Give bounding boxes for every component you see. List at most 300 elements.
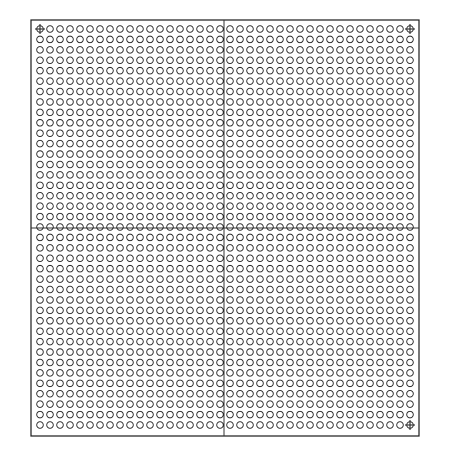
solder-ball — [377, 36, 384, 43]
solder-ball — [57, 380, 64, 387]
solder-ball — [277, 57, 284, 64]
solder-ball — [267, 119, 274, 126]
solder-ball — [67, 286, 74, 293]
solder-ball — [117, 349, 124, 356]
solder-ball — [67, 401, 74, 408]
solder-ball — [77, 130, 84, 137]
solder-ball — [317, 297, 324, 304]
solder-ball — [317, 78, 324, 85]
solder-ball — [287, 245, 294, 252]
solder-ball — [217, 182, 224, 189]
solder-ball — [287, 255, 294, 262]
solder-ball — [137, 390, 144, 397]
solder-ball — [317, 349, 324, 356]
solder-ball — [307, 47, 314, 54]
solder-ball — [147, 422, 154, 429]
solder-ball — [297, 203, 304, 210]
solder-ball — [67, 255, 74, 262]
solder-ball — [267, 99, 274, 106]
solder-ball — [387, 224, 394, 231]
solder-ball — [227, 161, 234, 168]
solder-ball — [357, 130, 364, 137]
solder-ball — [157, 349, 164, 356]
solder-ball — [307, 36, 314, 43]
solder-ball — [37, 390, 44, 397]
solder-ball — [377, 224, 384, 231]
solder-ball — [347, 245, 354, 252]
solder-ball — [47, 78, 54, 85]
solder-ball — [237, 390, 244, 397]
solder-ball — [187, 47, 194, 54]
solder-ball — [207, 26, 214, 33]
solder-ball — [117, 245, 124, 252]
solder-ball — [337, 328, 344, 335]
solder-ball — [257, 411, 264, 418]
solder-ball — [347, 130, 354, 137]
solder-ball — [317, 192, 324, 199]
solder-ball — [307, 182, 314, 189]
solder-ball — [387, 78, 394, 85]
solder-ball — [127, 380, 134, 387]
solder-ball — [227, 359, 234, 366]
solder-ball — [247, 422, 254, 429]
solder-ball — [227, 172, 234, 179]
solder-ball — [357, 307, 364, 314]
solder-ball — [117, 151, 124, 158]
solder-ball — [47, 370, 54, 377]
solder-ball — [377, 67, 384, 74]
solder-ball — [297, 390, 304, 397]
solder-ball — [187, 161, 194, 168]
solder-ball — [297, 140, 304, 147]
solder-ball — [307, 265, 314, 272]
solder-ball — [387, 109, 394, 116]
solder-ball — [217, 57, 224, 64]
solder-ball — [307, 234, 314, 241]
solder-ball — [127, 265, 134, 272]
solder-ball — [327, 422, 334, 429]
solder-ball — [57, 119, 64, 126]
solder-ball — [227, 99, 234, 106]
solder-ball — [107, 370, 114, 377]
solder-ball — [347, 307, 354, 314]
solder-ball — [177, 47, 184, 54]
solder-ball — [207, 47, 214, 54]
solder-ball — [367, 286, 374, 293]
solder-ball — [287, 224, 294, 231]
solder-ball — [57, 255, 64, 262]
solder-ball — [67, 380, 74, 387]
solder-ball — [187, 297, 194, 304]
solder-ball — [287, 88, 294, 95]
solder-ball — [287, 140, 294, 147]
solder-ball — [297, 26, 304, 33]
solder-ball — [327, 57, 334, 64]
solder-ball — [167, 390, 174, 397]
solder-ball — [267, 88, 274, 95]
solder-ball — [267, 422, 274, 429]
solder-ball — [147, 161, 154, 168]
solder-ball — [247, 78, 254, 85]
solder-ball — [347, 380, 354, 387]
solder-ball — [47, 234, 54, 241]
solder-ball — [367, 130, 374, 137]
solder-ball — [227, 67, 234, 74]
solder-ball — [267, 151, 274, 158]
solder-ball — [287, 161, 294, 168]
solder-ball — [247, 203, 254, 210]
solder-ball — [337, 99, 344, 106]
solder-ball — [247, 401, 254, 408]
solder-ball — [377, 192, 384, 199]
solder-ball — [317, 224, 324, 231]
solder-ball — [47, 109, 54, 116]
solder-ball — [77, 99, 84, 106]
solder-ball — [287, 109, 294, 116]
solder-ball — [227, 88, 234, 95]
solder-ball — [87, 130, 94, 137]
solder-ball — [77, 140, 84, 147]
solder-ball — [187, 172, 194, 179]
solder-ball — [77, 119, 84, 126]
solder-ball — [157, 130, 164, 137]
solder-ball — [127, 182, 134, 189]
solder-ball — [77, 349, 84, 356]
solder-ball — [357, 401, 364, 408]
solder-ball — [87, 161, 94, 168]
solder-ball — [357, 338, 364, 345]
solder-ball — [367, 203, 374, 210]
solder-ball — [327, 151, 334, 158]
solder-ball — [337, 172, 344, 179]
solder-ball — [107, 380, 114, 387]
solder-ball — [97, 192, 104, 199]
solder-ball — [367, 140, 374, 147]
solder-ball — [267, 328, 274, 335]
solder-ball — [177, 78, 184, 85]
solder-ball — [97, 224, 104, 231]
solder-ball — [237, 109, 244, 116]
solder-ball — [207, 151, 214, 158]
solder-ball — [367, 192, 374, 199]
solder-ball — [247, 370, 254, 377]
solder-ball — [227, 78, 234, 85]
solder-ball — [287, 317, 294, 324]
solder-ball — [187, 224, 194, 231]
solder-ball — [67, 349, 74, 356]
solder-ball — [277, 390, 284, 397]
solder-ball — [257, 192, 264, 199]
solder-ball — [317, 130, 324, 137]
solder-ball — [287, 192, 294, 199]
solder-ball — [187, 203, 194, 210]
solder-ball — [117, 130, 124, 137]
solder-ball — [167, 297, 174, 304]
solder-ball — [317, 36, 324, 43]
ball-grid — [37, 26, 414, 429]
solder-ball — [167, 203, 174, 210]
solder-ball — [267, 36, 274, 43]
solder-ball — [37, 265, 44, 272]
solder-ball — [347, 161, 354, 168]
solder-ball — [97, 130, 104, 137]
solder-ball — [137, 307, 144, 314]
solder-ball — [107, 36, 114, 43]
solder-ball — [137, 99, 144, 106]
solder-ball — [277, 255, 284, 262]
solder-ball — [367, 265, 374, 272]
solder-ball — [327, 349, 334, 356]
solder-ball — [177, 234, 184, 241]
solder-ball — [337, 390, 344, 397]
solder-ball — [357, 161, 364, 168]
solder-ball — [247, 119, 254, 126]
solder-ball — [217, 172, 224, 179]
solder-ball — [47, 276, 54, 283]
solder-ball — [337, 26, 344, 33]
solder-ball — [67, 203, 74, 210]
solder-ball — [397, 390, 404, 397]
solder-ball — [167, 109, 174, 116]
solder-ball — [107, 78, 114, 85]
solder-ball — [217, 401, 224, 408]
solder-ball — [227, 380, 234, 387]
solder-ball — [397, 26, 404, 33]
solder-ball — [67, 411, 74, 418]
solder-ball — [207, 109, 214, 116]
solder-ball — [267, 130, 274, 137]
solder-ball — [367, 36, 374, 43]
solder-ball — [87, 88, 94, 95]
solder-ball — [237, 47, 244, 54]
solder-ball — [117, 36, 124, 43]
solder-ball — [107, 390, 114, 397]
solder-ball — [337, 109, 344, 116]
solder-ball — [317, 161, 324, 168]
solder-ball — [67, 224, 74, 231]
solder-ball — [97, 151, 104, 158]
solder-ball — [197, 255, 204, 262]
solder-ball — [347, 213, 354, 220]
solder-ball — [107, 172, 114, 179]
solder-ball — [187, 380, 194, 387]
solder-ball — [387, 234, 394, 241]
solder-ball — [177, 255, 184, 262]
solder-ball — [377, 286, 384, 293]
solder-ball — [97, 78, 104, 85]
solder-ball — [287, 26, 294, 33]
solder-ball — [207, 203, 214, 210]
solder-ball — [397, 47, 404, 54]
solder-ball — [337, 297, 344, 304]
solder-ball — [347, 224, 354, 231]
solder-ball — [97, 161, 104, 168]
solder-ball — [217, 192, 224, 199]
solder-ball — [217, 307, 224, 314]
solder-ball — [257, 47, 264, 54]
solder-ball — [177, 297, 184, 304]
solder-ball — [147, 245, 154, 252]
solder-ball — [197, 109, 204, 116]
solder-ball — [237, 213, 244, 220]
solder-ball — [117, 203, 124, 210]
solder-ball — [267, 182, 274, 189]
solder-ball — [257, 317, 264, 324]
solder-ball — [317, 67, 324, 74]
solder-ball — [367, 422, 374, 429]
solder-ball — [167, 172, 174, 179]
solder-ball — [197, 203, 204, 210]
solder-ball — [397, 234, 404, 241]
solder-ball — [347, 286, 354, 293]
solder-ball — [337, 359, 344, 366]
solder-ball — [87, 140, 94, 147]
solder-ball — [67, 422, 74, 429]
solder-ball — [217, 78, 224, 85]
solder-ball — [377, 422, 384, 429]
solder-ball — [327, 67, 334, 74]
solder-ball — [187, 307, 194, 314]
solder-ball — [377, 297, 384, 304]
solder-ball — [157, 359, 164, 366]
solder-ball — [347, 67, 354, 74]
solder-ball — [377, 172, 384, 179]
solder-ball — [107, 401, 114, 408]
solder-ball — [357, 88, 364, 95]
solder-ball — [37, 119, 44, 126]
solder-ball — [237, 140, 244, 147]
solder-ball — [177, 411, 184, 418]
solder-ball — [87, 401, 94, 408]
solder-ball — [57, 234, 64, 241]
solder-ball — [357, 297, 364, 304]
solder-ball — [337, 338, 344, 345]
solder-ball — [97, 328, 104, 335]
solder-ball — [357, 57, 364, 64]
solder-ball — [177, 192, 184, 199]
solder-ball — [57, 57, 64, 64]
solder-ball — [317, 203, 324, 210]
solder-ball — [287, 172, 294, 179]
solder-ball — [217, 317, 224, 324]
solder-ball — [127, 140, 134, 147]
solder-ball — [97, 234, 104, 241]
solder-ball — [267, 26, 274, 33]
solder-ball — [257, 88, 264, 95]
solder-ball — [207, 36, 214, 43]
solder-ball — [317, 338, 324, 345]
solder-ball — [337, 370, 344, 377]
solder-ball — [47, 151, 54, 158]
solder-ball — [237, 172, 244, 179]
solder-ball — [87, 245, 94, 252]
solder-ball — [87, 328, 94, 335]
solder-ball — [57, 140, 64, 147]
solder-ball — [217, 36, 224, 43]
solder-ball — [277, 328, 284, 335]
solder-ball — [57, 297, 64, 304]
solder-ball — [47, 338, 54, 345]
solder-ball — [407, 411, 414, 418]
solder-ball — [237, 234, 244, 241]
solder-ball — [387, 245, 394, 252]
solder-ball — [97, 203, 104, 210]
solder-ball — [167, 130, 174, 137]
solder-ball — [267, 307, 274, 314]
solder-ball — [97, 172, 104, 179]
solder-ball — [207, 172, 214, 179]
solder-ball — [307, 26, 314, 33]
solder-ball — [157, 192, 164, 199]
solder-ball — [317, 401, 324, 408]
solder-ball — [57, 265, 64, 272]
solder-ball — [87, 380, 94, 387]
solder-ball — [207, 349, 214, 356]
solder-ball — [147, 276, 154, 283]
solder-ball — [287, 422, 294, 429]
solder-ball — [77, 380, 84, 387]
solder-ball — [217, 422, 224, 429]
solder-ball — [107, 276, 114, 283]
solder-ball — [207, 234, 214, 241]
solder-ball — [57, 276, 64, 283]
solder-ball — [87, 119, 94, 126]
solder-ball — [167, 78, 174, 85]
solder-ball — [187, 109, 194, 116]
solder-ball — [277, 172, 284, 179]
solder-ball — [407, 47, 414, 54]
solder-ball — [117, 99, 124, 106]
solder-ball — [197, 411, 204, 418]
solder-ball — [387, 36, 394, 43]
solder-ball — [327, 119, 334, 126]
solder-ball — [107, 88, 114, 95]
solder-ball — [157, 286, 164, 293]
solder-ball — [187, 151, 194, 158]
solder-ball — [147, 255, 154, 262]
solder-ball — [357, 390, 364, 397]
solder-ball — [117, 57, 124, 64]
solder-ball — [67, 161, 74, 168]
solder-ball — [227, 286, 234, 293]
solder-ball — [327, 286, 334, 293]
solder-ball — [127, 286, 134, 293]
solder-ball — [387, 265, 394, 272]
solder-ball — [107, 203, 114, 210]
solder-ball — [277, 203, 284, 210]
solder-ball — [87, 182, 94, 189]
solder-ball — [317, 265, 324, 272]
solder-ball — [77, 88, 84, 95]
solder-ball — [317, 213, 324, 220]
solder-ball — [347, 140, 354, 147]
solder-ball — [317, 390, 324, 397]
solder-ball — [167, 411, 174, 418]
solder-ball — [97, 213, 104, 220]
solder-ball — [157, 67, 164, 74]
solder-ball — [257, 422, 264, 429]
solder-ball — [347, 328, 354, 335]
solder-ball — [207, 307, 214, 314]
solder-ball — [127, 390, 134, 397]
solder-ball — [357, 140, 364, 147]
solder-ball — [377, 328, 384, 335]
solder-ball — [267, 297, 274, 304]
solder-ball — [347, 359, 354, 366]
solder-ball — [107, 328, 114, 335]
solder-ball — [337, 57, 344, 64]
solder-ball — [317, 307, 324, 314]
